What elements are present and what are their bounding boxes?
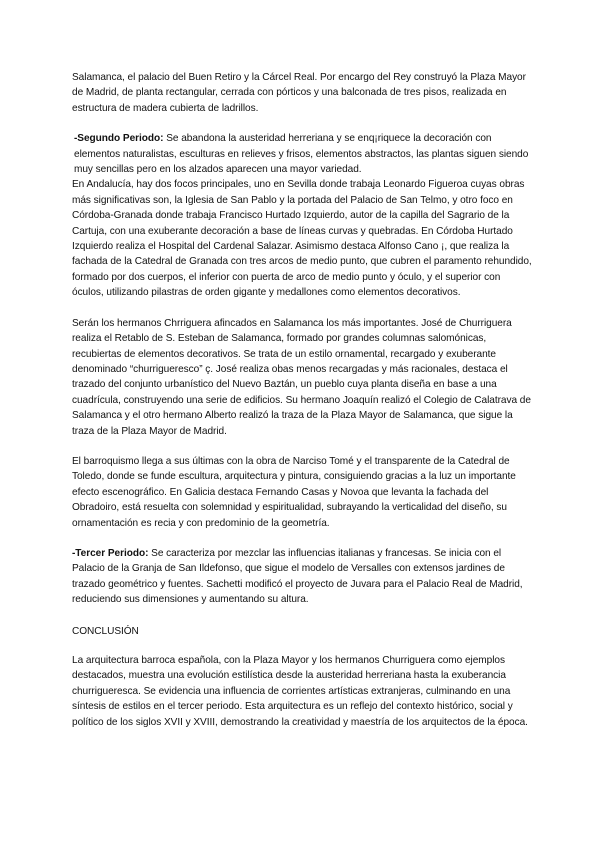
paragraph-intro	[72, 70, 534, 116]
paragraph-barroquismo	[72, 454, 534, 531]
paragraph-text: La arquitectura barroca española, con la Plaza Mayor y los hermanos Churriguera como ejemplos destacados, muestra una evolución estilística desde la austeridad herreriana hasta la exuberancia churrigueresca. Se evidencia una influencia de corrientes artísticas extranjeras, culminando en una síntesis de estilos en el tercer periodo. Esta arquitectura es un reflejo del contexto histórico, social y político de los siglos XVII y XVIII, demostrando la creatividad y maestría de los arquitectos de la época.	[72, 655, 528, 728]
conclusion-heading: CONCLUSIÓN	[72, 625, 139, 637]
document-body	[72, 70, 534, 730]
paragraph-tercer-periodo	[72, 546, 534, 608]
paragraph-text: Se caracteriza por mezclar las influencias italianas y francesas. Se inicia con el Palacio de la Granja de San Ildefonso, que sigue el modelo de Versalles con extensos jardines de trazado geométrico y fuentes. Sachetti modificó el proyecto de Juvara para el Palacio Real de Madrid, reduciendo sus dimensiones y aumentando su altura.	[72, 547, 523, 606]
paragraph-conclusion	[72, 653, 534, 730]
section-lead: -Segundo Periodo:	[74, 133, 164, 145]
section-lead: -Tercer Periodo:	[72, 547, 149, 559]
paragraph-text: Se abandona la austeridad herreriana y se enq¡riquece la decoración con elementos naturalistas, esculturas en relieves y frisos, elementos abstractos, las plantas siguen siendo muy sencillas pero en los alzados aparecen una mayor variedad.	[74, 133, 529, 176]
paragraph-text: En Andalucía, hay dos focos principales, uno en Sevilla donde trabaja Leonardo Figueroa cuyas obras más significativas son, la Iglesia de San Pablo y la portada del Palacio de San Telmo, y otro foco en Córdoba-Granada donde trabaja Francisco Hurtado Izquierdo, autor de la capilla del Sagrario de la Cartuja, con una exuberante decoración a base de líneas curvas y quebradas. En Córdoba Hurtado Izquierdo realiza el Hospital del Cardenal Salazar. Asimismo destaca Alfonso Cano ¡, que realiza la fachada de la Catedral de Granada con tres arcos de medio punto, que cubren el paramento rehundido, formado por dos cuerpos, el inferior con puerta de arco de medio punto y óculo, y el superior con óculos, utilizando pilastras de orden gigante y medallones como elementos decorativos.	[72, 179, 532, 299]
paragraph-segundo-periodo	[72, 131, 534, 177]
paragraph-churriguera	[72, 316, 534, 439]
paragraph-text: Salamanca, el palacio del Buen Retiro y la Cárcel Real. Por encargo del Rey construyó la Plaza Mayor de Madrid, de planta rectangular, cerrada con pórticos y una balconada de tres pisos, realizada en estructura de madera cubierta de ladrillos.	[72, 72, 526, 114]
paragraph-andalucia	[72, 177, 534, 300]
paragraph-text: Serán los hermanos Chrriguera afincados en Salamanca los más importantes. José de Churriguera realiza el Retablo de S. Esteban de Salamanca, formado por grandes columnas salomónicas, recubiertas de elementos decorativos. Se trata de un estilo ornamental, recargado y exuberante denominado “churrigueresco” ç. José realiza obas menos recargadas y más racionales, destaca el trazado del conjunto urbanístico del Nuevo Baztán, un pueblo cuya planta diseña en base a una cuadrícula, construyendo una serie de edificios. Su hermano Joaquín realizó el Colegio de Calatrava de Salamanca y el otro hermano Alberto realizó la traza de la Plaza Mayor de Salamanca, que sigue la traza de la Plaza Mayor de Madrid.	[72, 317, 531, 437]
paragraph-text: El barroquismo llega a sus últimas con la obra de Narciso Tomé y el transparente de la Catedral de Toledo, donde se funde escultura, arquitectura y pintura, consiguiendo gracias a la luz un importante efecto escenográfico. En Galicia destaca Fernando Casas y Novoa que levanta la fachada del Obradoiro, está resuelta con solemnidad y espiritualidad, subrayando la verticalidad del diseño, su ornamentación es recia y con predominio de la geometría.	[72, 455, 516, 529]
